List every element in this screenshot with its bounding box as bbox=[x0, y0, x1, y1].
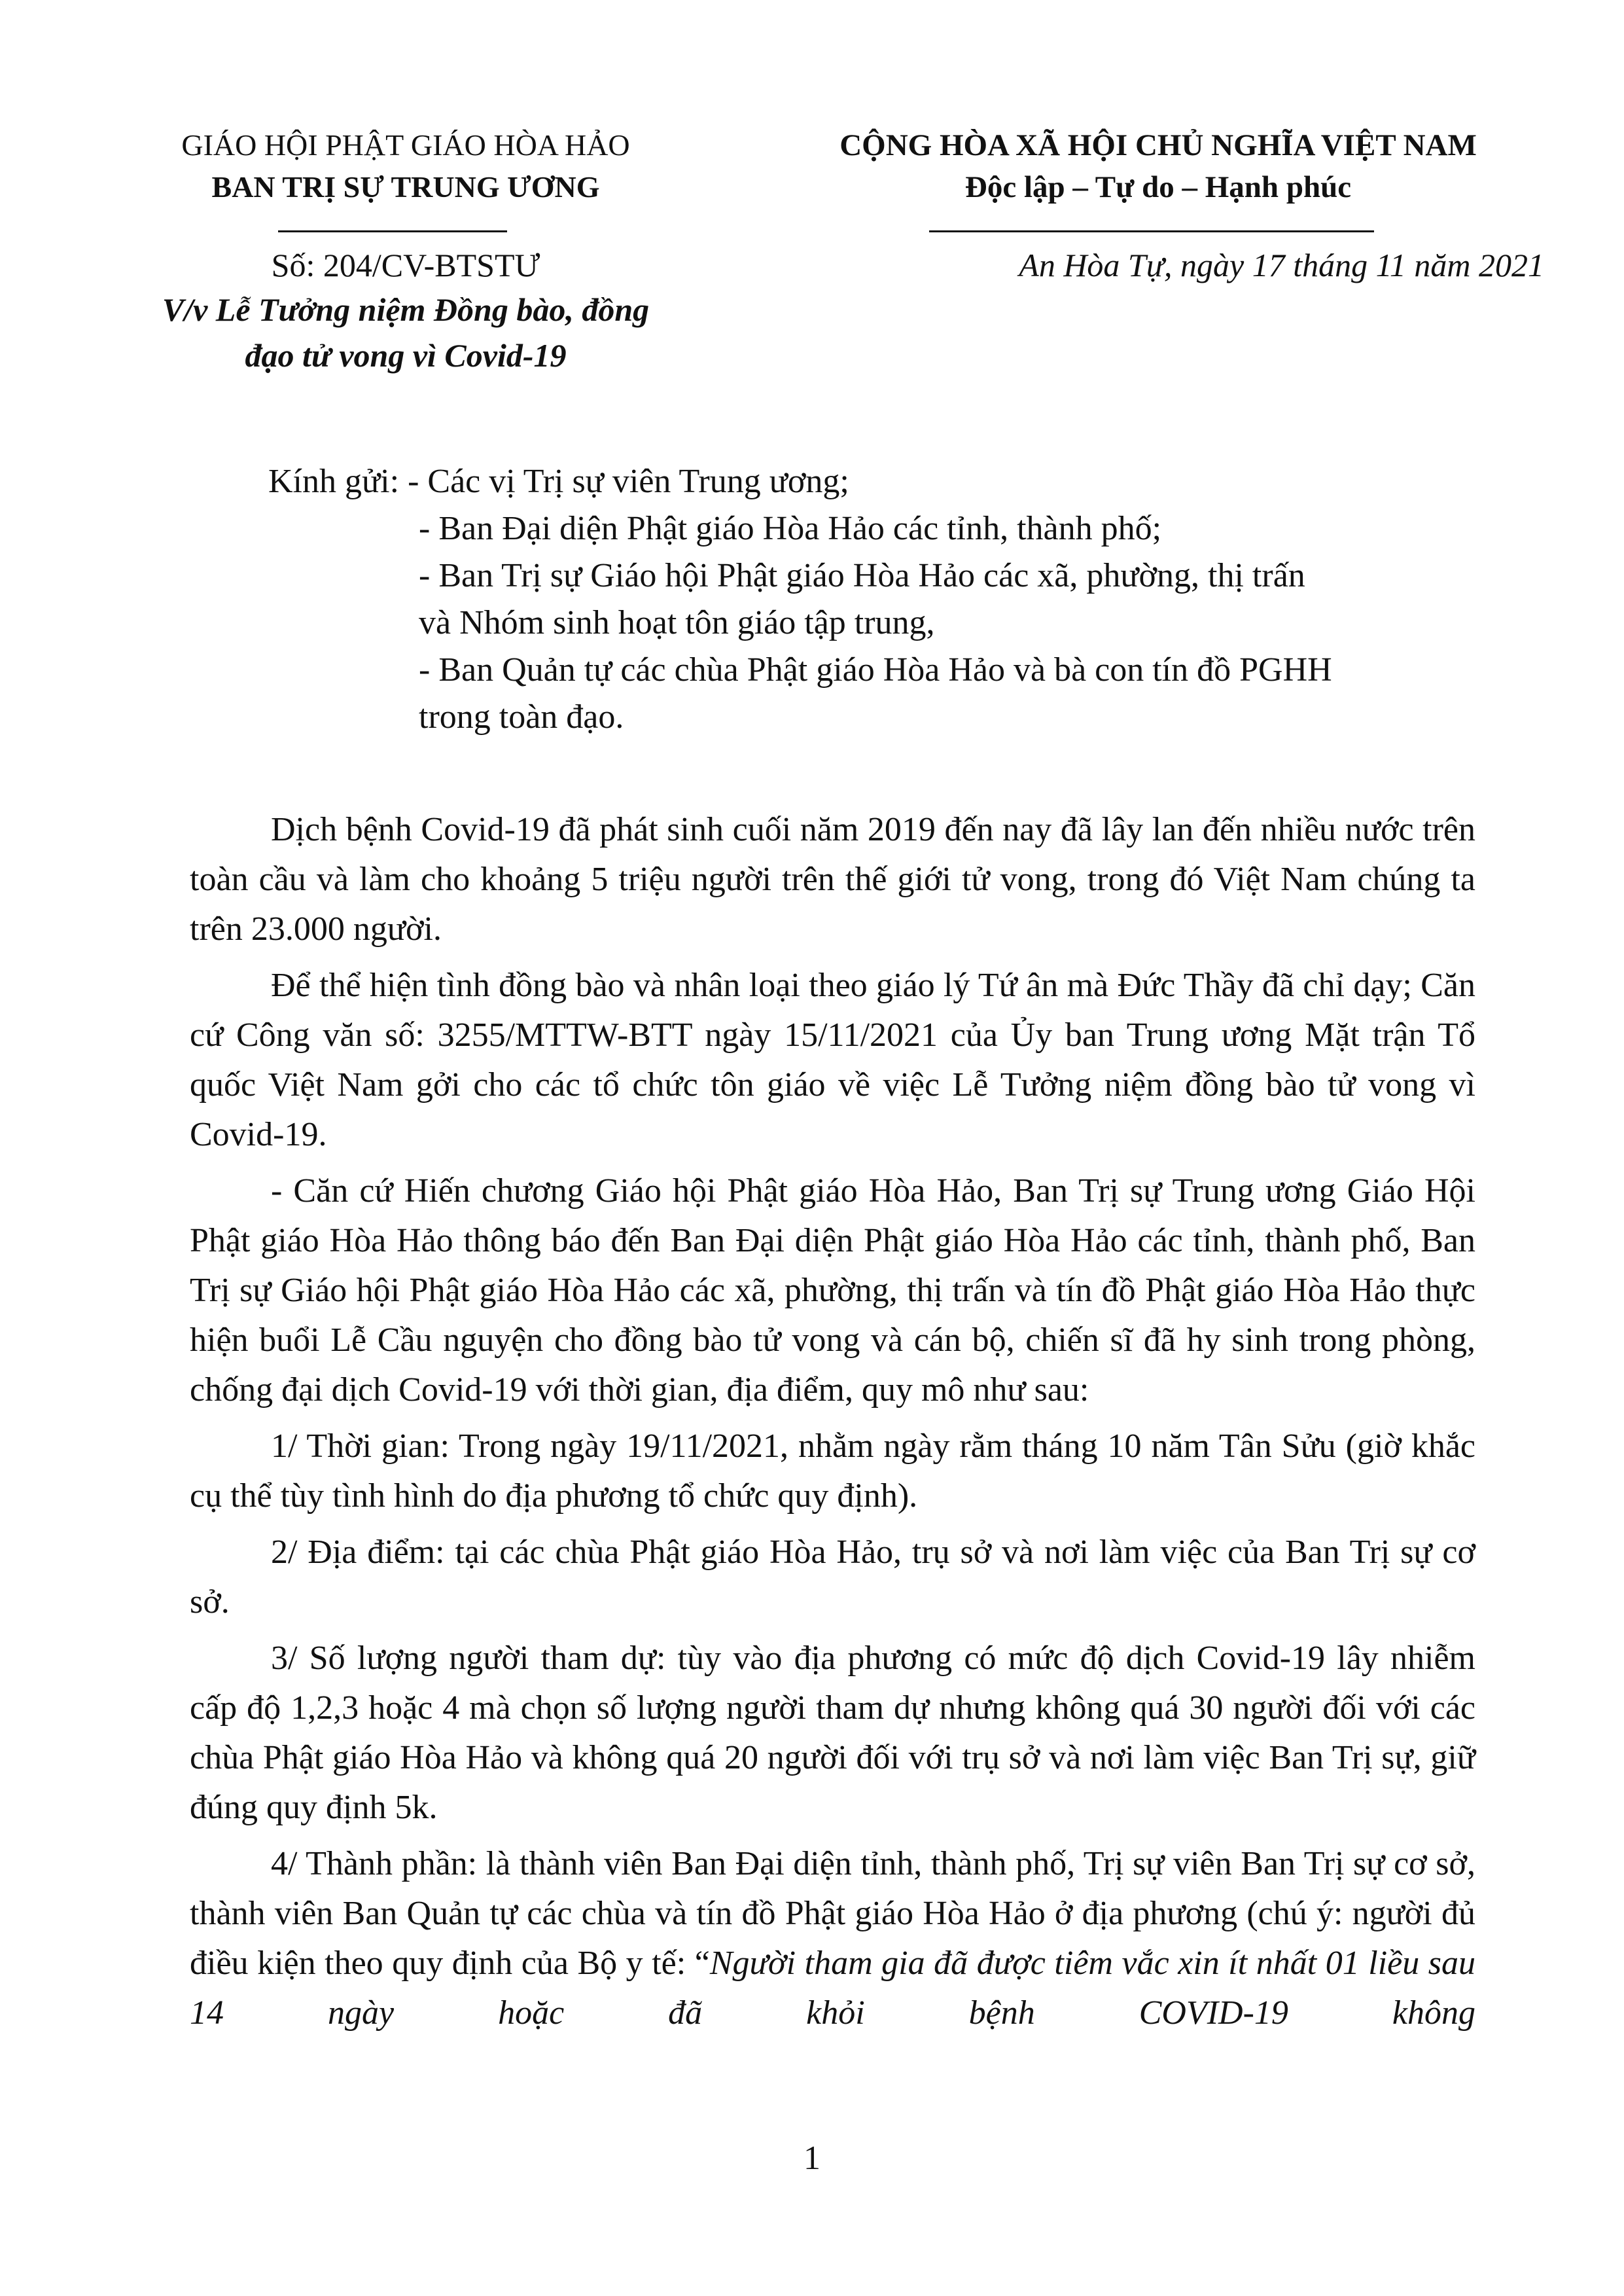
body-paragraph: 2/ Địa điểm: tại các chùa Phật giáo Hòa Hảo, trụ sở và nơi làm việc của Ban Trị sự cơ sở. bbox=[190, 1534, 1475, 1621]
document-meta bbox=[131, 243, 680, 378]
national-motto-block bbox=[788, 124, 1528, 208]
issuer-org-name: GIÁO HỘI PHẬT GIÁO HÒA HẢO bbox=[181, 128, 630, 162]
body-paragraph: 1/ Thời gian: Trong ngày 19/11/2021, nhằm ngày rằm tháng 10 năm Tân Sửu (giờ khắc cụ thể tùy tình hình do địa phương tổ chức quy định). bbox=[190, 1427, 1475, 1515]
motto-underline bbox=[929, 230, 1374, 232]
quoted-regulation-text: Người tham gia đã được tiêm vắc xin ít nhất 01 liều sau 14 ngày hoặc đã khỏi bệnh COVID-19 không bbox=[190, 1945, 1475, 2032]
body-paragraph bbox=[190, 1839, 1475, 2038]
recipient-line: và Nhóm sinh hoạt tôn giáo tập trung, bbox=[419, 604, 935, 641]
body-paragraph: Dịch bệnh Covid-19 đã phát sinh cuối năm 2019 đến nay đã lây lan đến nhiều nước trên toàn cầu và làm cho khoảng 5 triệu người trên thế giới tử vong, trong đó Việt Nam chúng ta trên 23.000 người. bbox=[190, 811, 1475, 948]
issuer-department: BAN TRỊ SỰ TRUNG ƯƠNG bbox=[211, 170, 600, 204]
recipient-line: - Ban Trị sự Giáo hội Phật giáo Hòa Hảo các xã, phường, thị trấn bbox=[419, 557, 1305, 594]
document-date: An Hòa Tự, ngày 17 tháng 11 năm 2021 bbox=[1019, 247, 1544, 283]
body-paragraph: - Căn cứ Hiến chương Giáo hội Phật giáo Hòa Hảo, Ban Trị sự Trung ương Giáo Hội Phật giáo Hòa Hảo thông báo đến Ban Đại diện Phật giáo Hòa Hảo các tỉnh, thành phố, Ban Trị sự Giáo hội Phật giáo Hòa Hảo các xã, phường, thị trấn và tín đồ Phật giáo Hòa Hảo thực hiện buổi Lễ Cầu nguyện cho đồng bào tử vong và cán bộ, chiến sĩ đã hy sinh trong phòng, chống đại dịch Covid-19 với thời gian, địa điểm, quy mô như sau: bbox=[190, 1172, 1475, 1408]
document-body bbox=[190, 805, 1475, 2045]
page-number: 1 bbox=[803, 2140, 821, 2177]
recipient-line: - Ban Quản tự các chùa Phật giáo Hòa Hảo và bà con tín đồ PGHH bbox=[419, 651, 1332, 689]
paragraph-text: 4/ Thành phần: là thành viên Ban Đại diện tỉnh, thành phố, Trị sự viên Ban Trị sự cơ sở, thành viên Ban Quản tự các chùa và tín đồ Phật giáo Hòa Hảo ở địa phương (chú ý: người đủ điều kiện theo quy định của Bộ y tế: “ bbox=[190, 1845, 1475, 1982]
body-paragraph: 3/ Số lượng người tham dự: tùy vào địa phương có mức độ dịch Covid-19 lây nhiễm cấp độ 1,2,3 hoặc 4 mà chọn số lượng người tham dự nhưng không quá 30 người đối với các chùa Phật giáo Hòa Hảo và không quá 20 người đối với trụ sở và nơi làm việc Ban Trị sự, giữ đúng quy định 5k. bbox=[190, 1640, 1475, 1826]
recipients-block bbox=[268, 458, 1479, 741]
issuer-underline bbox=[278, 230, 507, 232]
recipient-line: Kính gửi: - Các vị Trị sự viên Trung ương; bbox=[268, 463, 849, 500]
national-motto: Độc lập – Tự do – Hạnh phúc bbox=[964, 170, 1352, 204]
recipient-line: trong toàn đạo. bbox=[419, 698, 624, 736]
issuer-block bbox=[131, 124, 680, 208]
document-subject-line1: V/v Lễ Tưởng niệm Đồng bào, đồng bbox=[162, 291, 650, 328]
recipient-line: - Ban Đại diện Phật giáo Hòa Hảo các tỉnh, thành phố; bbox=[419, 510, 1162, 547]
document-subject-line2: đạo tử vong vì Covid-19 bbox=[245, 337, 567, 374]
document-number: Số: 204/CV-BTSTƯ bbox=[271, 247, 540, 283]
country-name: CỘNG HÒA XÃ HỘI CHỦ NGHĨA VIỆT NAM bbox=[839, 128, 1477, 162]
body-paragraph: Để thể hiện tình đồng bào và nhân loại theo giáo lý Tứ ân mà Đức Thầy đã chỉ dạy; Căn cứ Công văn số: 3255/MTTW-BTT ngày 15/11/2021 của Ủy ban Trung ương Mặt trận Tổ quốc Việt Nam gởi cho các tổ chức tôn giáo về việc Lễ Tưởng niệm đồng bào tử vong vì Covid-19. bbox=[190, 967, 1475, 1153]
